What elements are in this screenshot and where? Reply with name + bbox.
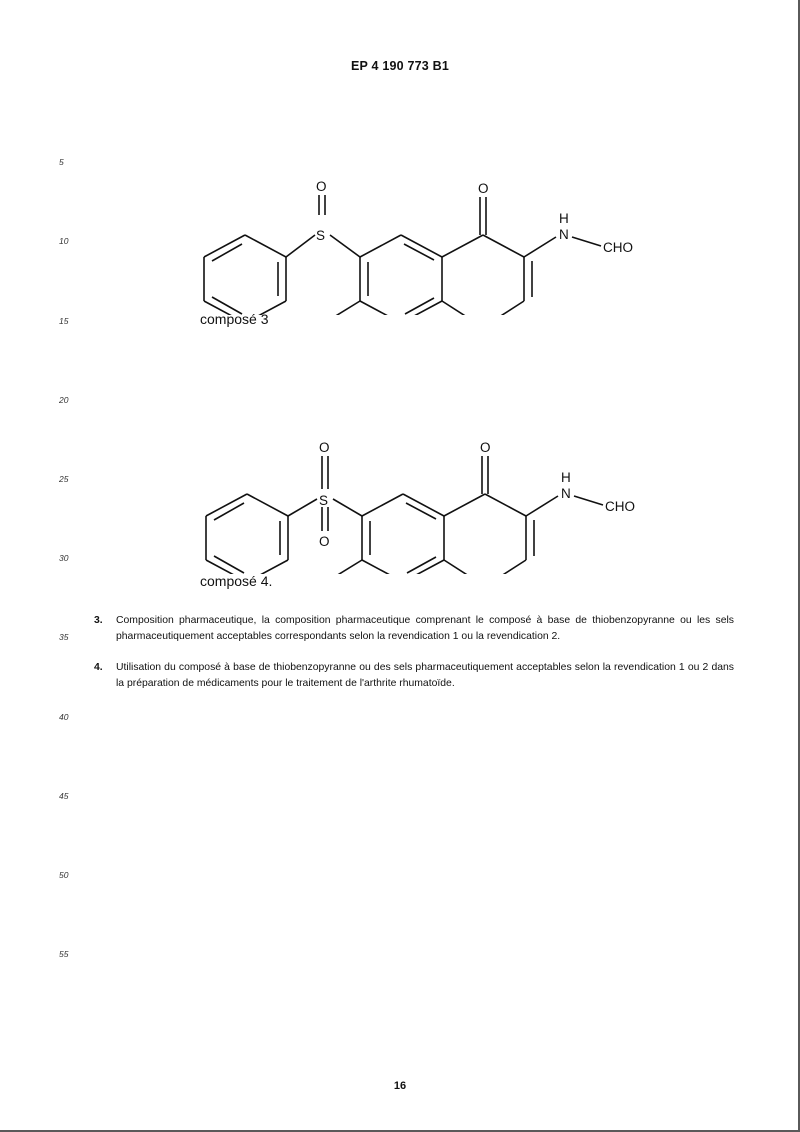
atom-label-s: S (316, 228, 326, 243)
compound-caption: composé 4. (200, 573, 273, 589)
claim-text: Composition pharmaceutique, la composition pharmaceutique comprenant le composé à base de thiobenzopyranne ou les sels pharmaceutiquement acceptables correspondants selon la revendication 1 ou la revendication 2. (116, 615, 734, 642)
atom-label-o: O (319, 440, 330, 455)
atom-label-n: N (559, 227, 569, 242)
line-number: 30 (59, 553, 69, 563)
line-number: 10 (59, 236, 69, 246)
line-number: 20 (59, 395, 69, 405)
line-number: 25 (59, 474, 69, 484)
claim-number: 4. (94, 662, 103, 673)
line-number: 50 (59, 870, 69, 880)
atom-label-o: O (480, 440, 491, 455)
atom-label-h: H (561, 470, 571, 485)
line-number: 15 (59, 316, 69, 326)
page-number: 16 (393, 1080, 407, 1092)
line-number: 5 (59, 157, 64, 167)
line-number: 55 (59, 949, 69, 959)
atom-label-cho: CHO (603, 240, 633, 255)
chemical-structure-compose-4 (0, 344, 800, 644)
atom-label-o: O (319, 534, 330, 549)
line-number: 45 (59, 791, 69, 801)
atom-label-s: S (319, 493, 329, 508)
atom-label-h: H (559, 211, 569, 226)
compound-caption: composé 3 (200, 311, 269, 327)
atom-label-o: O (316, 179, 327, 194)
claim-number: 3. (94, 615, 103, 626)
atom-label-o: O (478, 181, 489, 196)
document-id-header: EP 4 190 773 B1 (351, 59, 449, 73)
claim-text: Utilisation du composé à base de thiobenzopyranne ou des sels pharmaceutiquement acceptables selon la revendication 1 ou 2 dans la préparation de médicaments pour le traitement de l'arthrite rhumatoïde. (116, 662, 734, 689)
chemical-structure-compose-3 (0, 85, 800, 385)
claim-3 (94, 613, 734, 644)
line-number: 35 (59, 632, 69, 642)
atom-label-cho: CHO (605, 499, 635, 514)
line-number: 40 (59, 712, 69, 722)
atom-label-n: N (561, 486, 571, 501)
claim-4 (94, 660, 734, 691)
